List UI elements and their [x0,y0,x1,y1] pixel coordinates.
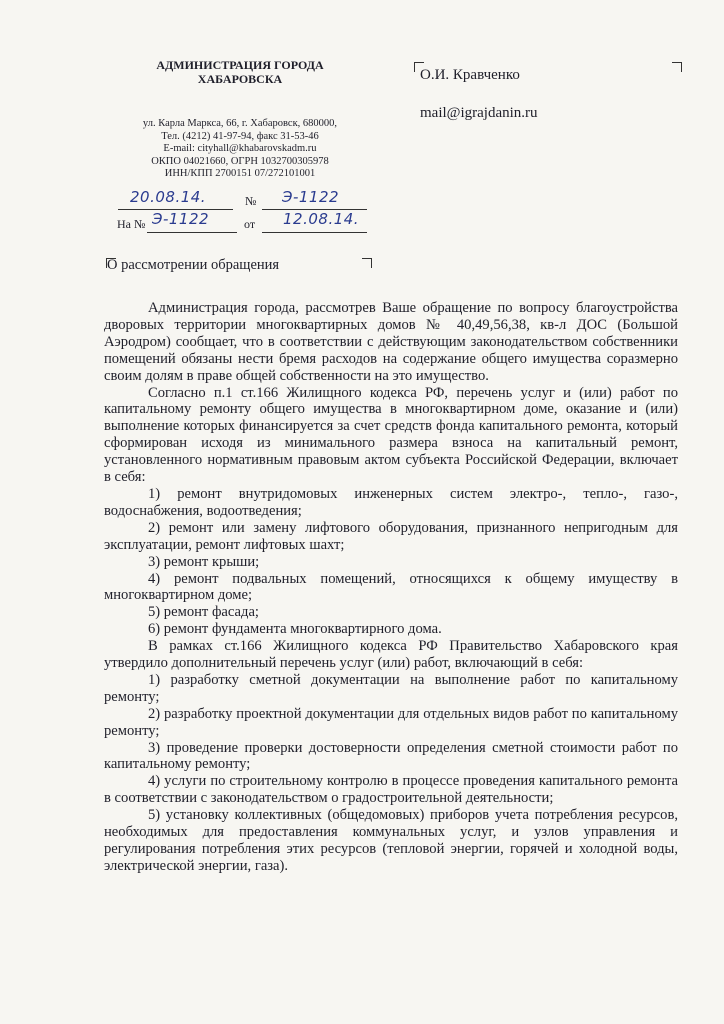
registration-date: 20.08.14. [130,188,207,206]
list-item: 5) ремонт фасада; [148,604,259,621]
list-item: 5) установку коллективных (общедомовых) приборов учета потребления ресурсов, необходимых для предоставления коммунальных услуг, и узлов управления и регулирования потребления этих ресурсов (тепловой энергии, горячей и холодной воды, электрической энергии, газа). [104,807,678,874]
body-paragraph: Согласно п.1 ст.166 Жилищного кодекса РФ, перечень услуг и (или) работ по капитальному ремонту общего имущества в многоквартирном доме, оказание и (или) выполнение которых финансируется за счет средств фонда капитального ремонта, который сформирован исходя из минимального размера взноса на капитальный ремонт, установленного нормативным правовым актом субъекта Российской Федерации, включает в себя: [104,384,678,486]
list-item: 2) разработку проектной документации для отдельных видов работ по капитальному ремонту; [104,705,678,739]
subject-corner-mark [362,258,372,268]
list-item: 3) ремонт крыши; [148,553,260,570]
sender-contact-line: ОКПО 04021660, ОГРН 1032700305978 [151,155,329,167]
registration-number-label: № [245,194,257,208]
body-paragraph: Администрация города, рассмотрев Ваше обращение по вопросу благоустройства дворовых территории многоквартирных домов № 40,49,56,38, кв-л ДОС (Большой Аэродром) сообщает, что в соответствии с действующим законодательством собственники помещений обязаны нести бремя расходов на содержание общего имущества соразмерно своим долям в праве общей собственности на это имущество. [104,300,678,384]
list-item: 1) разработку сметной документации на выполнение работ по капитальному ремонту; [104,671,678,705]
sender-contact-line: Тел. (4212) 41-97-94, факс 31-53-46 [161,130,319,142]
recipient-corner-mark [672,62,682,72]
recipient-block [420,66,538,122]
sender-contact-line: ИНН/КПП 2700151 07/272101001 [164,168,316,179]
sender-contacts [120,118,360,181]
list-item: 2) ремонт или замену лифтового оборудования, признанного непригодным для эксплуатации, ремонт лифтовых шахт; [104,519,678,553]
reference-number-line [147,232,237,233]
reference-number-label: На № [117,217,146,231]
reference-date-line [262,232,367,233]
list-item: 1) ремонт внутридомовых инженерных систем электро-, тепло-, газо-, водоснабжения, водоотведения; [104,485,678,519]
sender-contact-line: ул. Карла Маркса, 66, г. Хабаровск, 680000, [142,118,338,129]
sender-org-name [140,58,340,86]
letter-subject: О рассмотрении обращения [107,257,280,273]
list-item: 4) услуги по строительному контролю в процессе проведения капитального ремонта в соответствии с законодательством о градостроительной деятельности; [104,773,678,807]
registration-number: Э-1122 [282,188,340,206]
recipient-name: О.И. Кравченко [420,67,520,83]
letter-body [104,300,678,875]
list-item: 3) проведение проверки достоверности определения сметной стоимости работ по капитальному ремонту; [104,739,678,773]
reference-from-label: от [244,217,256,231]
sender-org-line: ХАБАРОВСКА [197,72,283,86]
sender-contact-line: E-mail: cityhall@khabarovskadm.ru [163,143,317,154]
sender-org-line: АДМИНИСТРАЦИЯ ГОРОДА [156,58,324,72]
reference-number: Э-1122 [152,210,210,228]
reference-date: 12.08.14. [283,210,360,228]
list-item: 4) ремонт подвальных помещений, относящихся к общему имуществу в многоквартирном доме; [104,570,678,604]
recipient-email: mail@igrajdanin.ru [420,105,538,121]
list-item: 6) ремонт фундамента многоквартирного дома. [148,621,442,638]
body-paragraph: В рамках ст.166 Жилищного кодекса РФ Правительство Хабаровского края утвердило дополнительный перечень услуг (или) работ, включающий в себя: [104,638,678,672]
